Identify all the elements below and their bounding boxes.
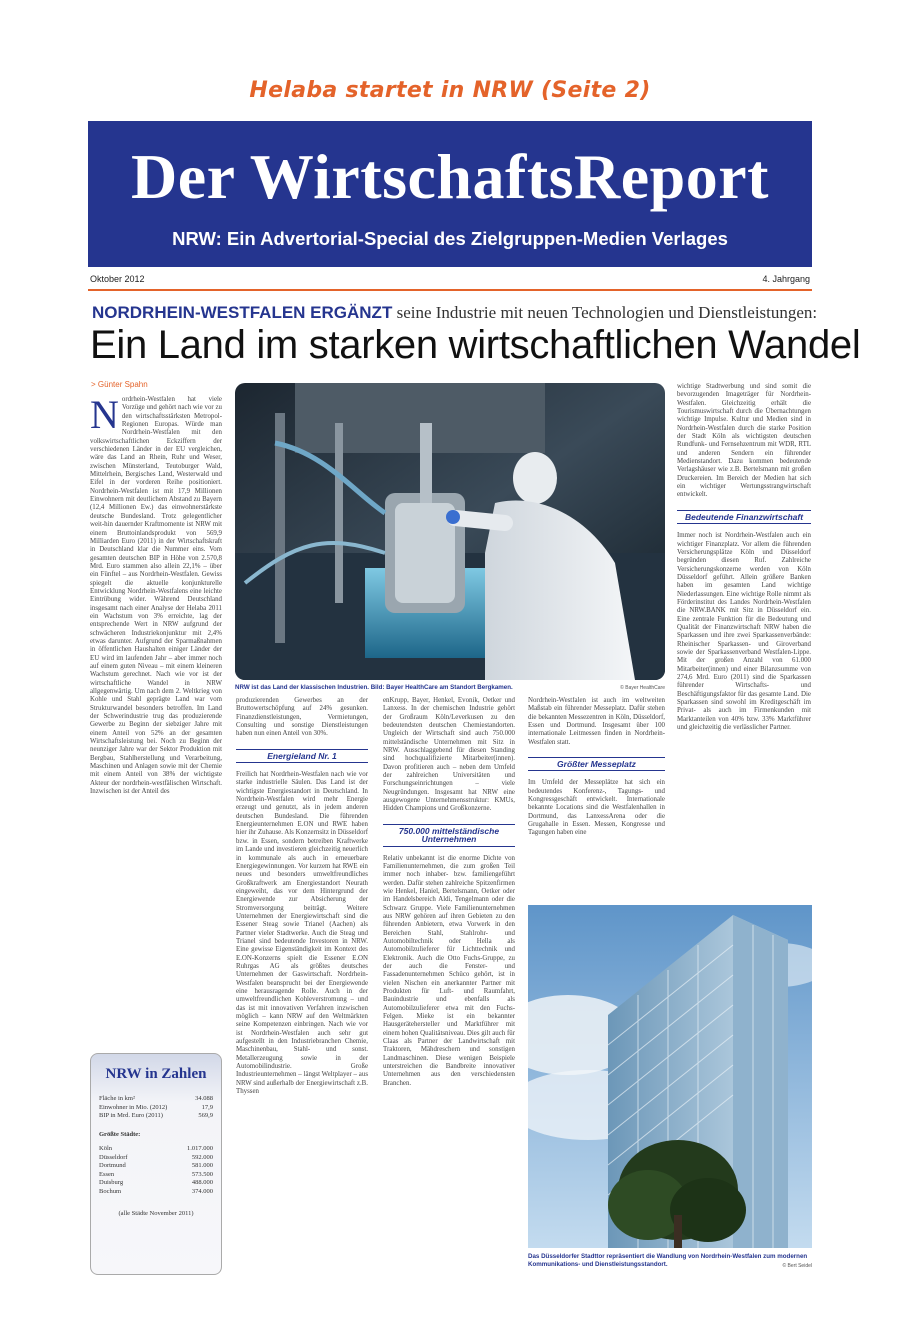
overline-bold: NORDRHEIN-WESTFALEN ERGÄNZT <box>92 303 393 322</box>
lab-scene-image <box>235 383 665 680</box>
article-column-1 <box>90 396 222 1046</box>
city-population: 592.000 <box>191 1153 213 1161</box>
fact-row <box>99 1112 213 1121</box>
subhead-energieland: Energieland Nr. 1 <box>236 749 368 763</box>
stadttor-photo <box>528 905 812 1248</box>
subhead-finanzwirtschaft: Bedeutende Finanzwirtschaft <box>677 510 811 524</box>
city-population: 1.017.000 <box>187 1145 213 1152</box>
column-4-text: Nordrhein-Westfalen ist auch im weltweiten Maßstab ein führender Messeplatz. Dafür stehen die bekannten Messezentren in Köln, Düsseldorf, Essen und Dortmund. Insgesamt über 100 internationale Leitmessen finden in Nordrhein-Westfalen statt. <box>528 697 665 746</box>
masthead-title: Der WirtschaftsReport <box>131 141 769 212</box>
city-population: 581.000 <box>191 1162 213 1169</box>
cities-heading <box>99 1131 213 1140</box>
column-2-text: produzierenden Gewerbes an der Bruttowertschöpfung auf 24% gesunken. Finanzdienstleistungen, Vermietungen, Consulting und sonstige Dienstleistungen haben nun einen Anteil von 30%. <box>236 697 368 738</box>
column-1-text: ordrhein-Westfalen hat viele Vorzüge und gehört nach wie vor zu den wirtschaftsstärksten Metropol-Regionen Europas. Würde man Nordrhein-Westfalen mit den volkswirtschaftlichen Eckziffern der verschiedenen Länder in der EU vergleichen, wäre das Land an Rhein, Ruhr und Weser, zwischen Münsterland, Teutoburger Wald, Mittelrhein, Bergisches Land, Westerwald und Eifel in der vorderen Reihe positioniert. Nordrhein-Westfalen ist mit 17,9 Millionen Einwohnern mit deutlichem Abstand zu Bayern (12,4 Millionen Ew.) das einwohnerstärkste deutsche Bundesland. Trotz gelegentlicher weit-hin dauernder Kraftmomente ist NRW mit einem Bruttoinlandsprodukt von 569,9 Milliarden Euro (2011) in der Wirtschaftskraft in Deutschland klar die Nummer eins. Vom gesamten deutschen BIP in Höhe von 2.570,8 Mrd. Euro stammen also allein 22,1% – über ein Fünftel – aus Nordrhein-Westfalen. Gewiss spiegelt die aktuelle konjunkturelle Entwicklung Nordrhein-Westfalens eine leichte Eintrübung wider. Während Deutschland insgesamt nach einer Analyse der Helaba 2011 ein Wachstum von 3% erreichte, lag der entsprechende Wert in NRW aufgrund der schwächeren Industriekonjunktur mit 2,4% etwas darunter. Aufgrund der Sparmaßnahmen in öffentlichen Haushalten einiger Länder der EU wird im laufenden Jahr – aber immer noch auf einem guten Niveau – mit einem kleineren Wachstum gerechnet. Nach wie vor ist der wirtschaftliche Wandel in NRW allgegenwärtig. Um nach dem 2. Weltkrieg von Kohle und Stahl geprägte Land war vom Strukturwandel besonders betroffen. Im Land der Schwerindustrie trug das produzierende Gewerbe zu Beginn der siebziger Jahre mit einem Anteil von 52% an der gesamten Wirtschaftsleistung bei. Noch zu Beginn der neunziger Jahre war der Sektor Produktion mit Bergbau, Stahlherstellung und Verarbeitung, Maschinen und Anlagen sowie mit der Chemie mit einem Anteil von 38% der wichtigste Akteur der nordrhein-westfälischen Wirtschaft. Inzwischen ist der Anteil des <box>90 396 222 796</box>
city-row <box>99 1162 213 1171</box>
footnote-text: (alle Städte November 2011) <box>118 1210 194 1217</box>
issue-volume: 4. Jahrgang <box>762 274 810 284</box>
fact-label: BIP in Mrd. Euro (2011) <box>99 1112 163 1119</box>
column-5-text: wichtige Stadtwerbung und sind somit die bevorzugenden Imageträger für Nordrhein-Westfalen. Gleichzeitig erhält die Tourismuswirtschaft durch die Übernachtungen wichtige Impulse. Kultur und Medien sind in Nordrhein-Westfalen durch die starke Position der Stadt Köln als wichtigsten deutschen Rundfunk- und Fernsehzentrum mit WDR, RTL und anderen Sendern ein führender Medienstandort. Dazu kommen bedeutende Verlagshäuser wie z.B. Bertelsmann mit großen Druckereien. Im Bereich der Medien hat sich ein wichtiger Wertungsstrangwirtschaft entwickelt. <box>677 383 811 499</box>
city-population: 374.000 <box>191 1187 213 1195</box>
city-name: Dortmund <box>99 1162 126 1169</box>
subhead-messeplatz: Größter Messeplatz <box>528 757 665 771</box>
city-row <box>99 1154 213 1163</box>
city-row <box>99 1171 213 1180</box>
article-headline: Ein Land im starken wirtschaftlichen Wandel <box>90 323 861 367</box>
city-population: 488.000 <box>191 1179 213 1186</box>
stadttor-building-image <box>528 905 812 1248</box>
lab-photo <box>235 383 665 680</box>
column-4-text-b: Im Umfeld der Messeplätze hat sich ein bedeutendes Konferenz-, Tagungs- und Kongressgeschäft entwickelt. Internationale bekannte Locations sind die Westfalenhallen in Dortmund, das LanxessArena oder die Grugahalle in Essen. Messen, Kongresse und Tagungen haben eine <box>528 779 665 837</box>
column-3-text: enKrupp, Bayer, Henkel, Evonik, Oetker und Lanxess. In der chemischen Industrie gehört der Großraum Köln/Leverkusen zu den bedeutendsten deutschen Chemiestandorten. Ungleich der Wirtschaft sind auch 750.000 mittelständische Unternehmen mit Sitz in NRW. Ausschlaggebend für diesen Standing sind hochqualifizierte Mitarbeiter(innen). Davon profitieren auch – neben dem Umfeld der zahlreichen Universitäten und Forschungseinrichtungen – viele Neugründungen. Insgesamt hat NRW eine ausgewogene Unternehmensstruktur: KMUs, Hidden Champions und Großkonzerne. <box>383 697 515 813</box>
issue-date: Oktober 2012 <box>90 274 145 284</box>
facts-box-title: NRW in Zahlen <box>105 1066 207 1082</box>
stadttor-photo-credit: © Bert Seidel <box>782 1263 812 1269</box>
fact-row <box>99 1104 213 1113</box>
facts-footnote <box>99 1210 213 1219</box>
fact-label: Einwohner in Mio. (2012) <box>99 1103 168 1111</box>
nrw-facts-box <box>90 1053 222 1275</box>
city-name: Köln <box>99 1145 112 1152</box>
header-rule <box>88 289 812 291</box>
fact-row <box>99 1095 213 1104</box>
city-row <box>99 1145 213 1154</box>
overline <box>92 303 818 323</box>
city-name: Essen <box>99 1170 115 1178</box>
drop-cap: N <box>90 396 119 437</box>
column-5-text-b: Immer noch ist Nordrhein-Westfalen auch ein wichtiger Finanzplatz. Vor allem die führenden Versicherungsplätze Köln und Düsseldorf begründen diesen Ruf. Zahlreiche Versicherungskonzerne werden von Köln Düsseldorf geführt. Allein größere Banken haben im gesamten Land wichtige Niederlassungen. Eine wichtige Rolle nimmt als Förderinstitut des Landes Nordrhein-Westfalen die NRW.BANK mit Sitz in Düsseldorf ein. Eine zentrale Funktion für die Bedeutung und Qualität der Finanzwirtschaft NRW haben die Sparkassen und ihre zwei Sparkassenverbände: Rheinischer Sparkassen- und Giroverband sowie der Sparkassenverband Westfalen-Lippe. Mit der großen Anzahl von 61.000 Mitarbeiter(innen) und einer Bilanzsumme von 274,6 Mrd. Euro (2011) sind die Sparkassen führender Wirtschafts- und Beschäftigungsfaktor für das gesamte Land. Die Sparkassen sind sowohl im Kreditgeschäft im Privat- als auch im Firmenkunden mit Marktanteilen von 40% bzw. 33% Marktführer und gleichzeitig die verlässlicher Partner. <box>677 532 811 732</box>
article-column-3 <box>383 697 515 1275</box>
city-name: Bochum <box>99 1187 122 1195</box>
city-name: Duisburg <box>99 1179 124 1186</box>
city-name: Düsseldorf <box>99 1153 128 1161</box>
column-2-text-b: Freilich hat Nordrhein-Westfalen nach wie vor starke industrielle Säulen. Das Land ist der wichtigste Energiestandort in Deutschland. In Nordrhein-Westfalen wird mehr Energie erzeugt und genutzt, als in jedem anderen deutschen Bundesland. Die führenden Energieunternehmen E.ON und RWE haben hier ihr Zuhause. Als Konzernsitz in Düsseldorf bzw. in Essen, sondern betreiben Kraftwerke im Lande und investieren gleichzeitig neuerlich in kommunale als auch in erneuerbare Energiegewinnungen. Vor kurzem hat RWE ein neues und besonders umweltfreundliches Großkraftwerk am Energiestandort Neurath eingeweiht, das vor dem Hintergrund der Energiewende zur Absicherung der Stromversorgung beiträgt. Weitere Unternehmen der Energiewirtschaft sind die Essener Steag sowie Trianel (Aachen) als Partner vieler Stadtwerke. Auch die Steag und Trianel sind bedeutende Investoren in NRW. Eine gewisse Eigenständigkeit im Kontext des E.ON-Konzerns spielt die Essener E.ON Ruhrgas AG als größtes deutsches Unternehmen der Gaswirtschaft. Nordrhein-Westfalen beansprucht bei der Energiewende eine herausragende Rolle. Auch in der umweltfreundlichen Kohleverstromung – und das ist mit innovativen Verfahren inzwischen möglich – kann NRW auf den Weltmärkten seine Kompetenzen einbringen. Nach wie vor ist Nordrhein-Westfalen auch sehr gut aufgestellt in den Industriebranchen Chemie, Maschinenbau, Stahl- und sonst. Metallerzeugung sowie in der Automobilindustrie. Große Industrieunternehmen – längst Weltplayer – aus NRW sind außerhalb der Energiewirtschaft z.B. Thyssen <box>236 771 368 1096</box>
article-column-2 <box>236 697 368 1275</box>
city-population: 573.500 <box>191 1170 213 1178</box>
article-column-4 <box>528 697 665 897</box>
fact-label: Fläche in km² <box>99 1095 135 1102</box>
masthead-subtitle: NRW: Ein Advertorial-Special des Zielgruppen-Medien Verlages <box>172 228 728 249</box>
lab-photo-credit: © Bayer HealthCare <box>620 685 665 691</box>
stadttor-photo-caption: Das Düsseldorfer Stadttor repräsentiert die Wandlung von Nordrhein-Westfalen zum modernen Kommunikations- und Dienstleistungsstandort. <box>528 1253 808 1268</box>
city-row <box>99 1179 213 1188</box>
article-column-5 <box>677 383 811 898</box>
city-row <box>99 1188 213 1197</box>
lab-photo-caption: NRW ist das Land der klassischen Industrien. Bild: Bayer HealthCare am Standort Bergkamen. <box>235 684 513 691</box>
cities-title: Größte Städte: <box>99 1130 141 1138</box>
fact-value: 569,9 <box>198 1112 213 1119</box>
dateline <box>90 274 810 284</box>
column-3-text-b: Relativ unbekannt ist die enorme Dichte von Familienunternehmen, die zum großen Teil immer noch inhaber- bzw. familiengeführt werden. Dafür stehen zahlreiche Spitzenfirmen wie Henkel, Haniel, Bertelsmann, Oetker oder im Handelsbereich Aldi, Tengelmann oder die Schwarz Gruppe. Viele Familienunternehmen aus NRW gehören auf ihren Gebieten zu den führenden Anbietern, etwa Vorwerk in den Bereichen Stahl, Stahlrohr- und Automobiltechnik oder Hella als Automobilzulieferer für Lichttechnik und Elektronik. Auch die Otto Fuchs-Gruppe, zu der auch die Fenster- und Fassadenunternehmen Schüco gehört, ist in vielen Nischen ein anerkannter Partner mit Produkten für Luft- und Raumfahrt, Bauindustrie und ebenfalls als Automobilzulieferer etwa mit den Fuchs-Felgen. Mieke ist ein bekannter Hausgerätehersteller und Marktführer mit einem hohen Qualitätsniveau. Dies gilt auch für Claas als Partner der Landwirtschaft mit Traktoren, Mähdreschern und sonstigen Landmaschinen. Diese wenigen Beispiele unterstreichen die Bandbreite innovativer Unternehmen aus den verschiedensten Branchen. <box>383 854 515 1087</box>
byline: > Günter Spahn <box>91 380 148 389</box>
fact-value: 17,9 <box>201 1103 213 1111</box>
overline-rest: seine Industrie mit neuen Technologien und Dienstleistungen: <box>396 303 818 322</box>
fact-value: 34.088 <box>195 1095 213 1102</box>
subhead-mittelstand: 750.000 mittelständische Unternehmen <box>383 824 515 847</box>
kicker-headline[interactable]: Helaba startet in NRW (Seite 2) <box>249 78 651 103</box>
